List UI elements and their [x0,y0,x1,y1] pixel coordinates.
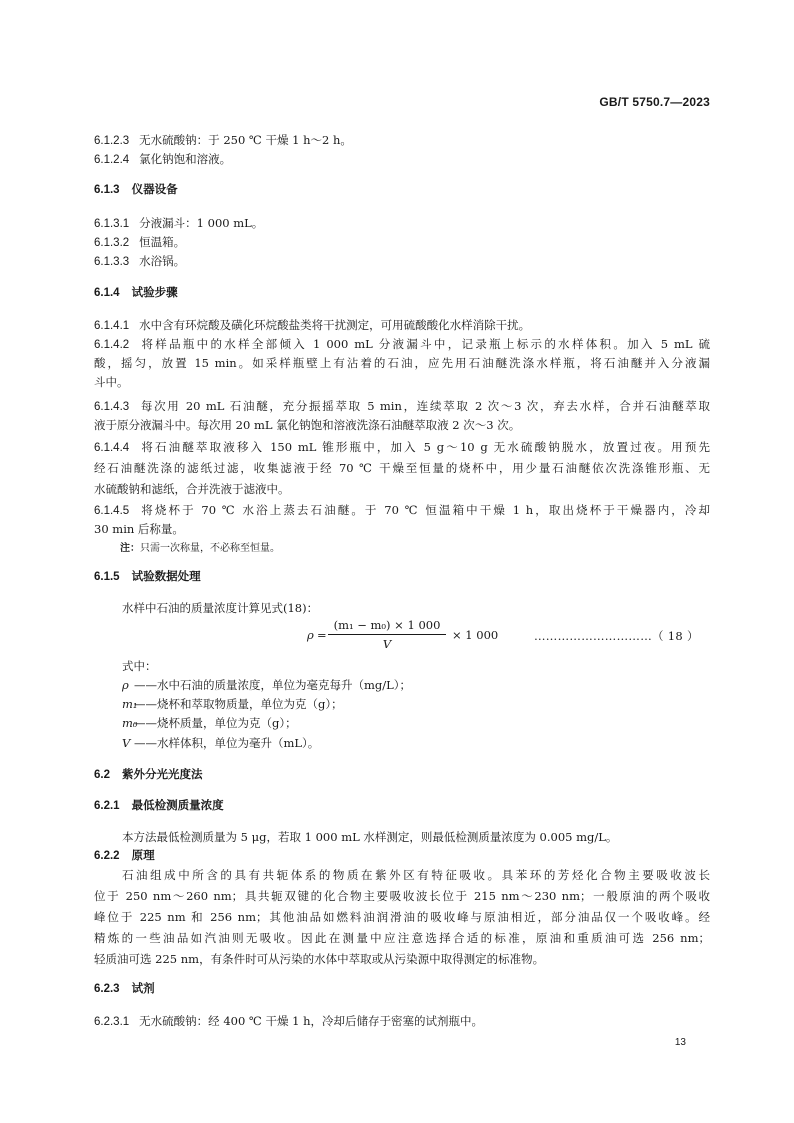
clause-text: 将石油醚萃取液移入 150 mL 锥形瓶中，加入 5 g～10 g 无水硫酸钠脱水，放置过夜。用预先 [139,440,710,454]
clause-text: 水中含有环烷酸及磺化环烷酸盐类将干扰测定，可用硫酸酸化水样消除干扰。 [139,318,531,332]
clause-number: 6.1.4.4 [94,442,130,454]
section-number: 6.1.3 [94,184,120,196]
clause-text: 无水硫酸钠：经 400 ℃ 干燥 1 h，冷却后储存于密塞的试剂瓶中。 [139,1014,483,1028]
clause-6-1-4-2-line-3: 斗中。 [94,375,129,389]
section-6-1-3-heading [94,183,710,197]
where-title: 式中： [122,659,157,673]
section-title: 仪器设备 [131,184,178,196]
clause-6-1-3-2 [94,235,710,250]
variable-description: ——烧杯质量，单位为克（g）； [134,716,297,730]
section-title: 最低检测质量浓度 [131,800,224,812]
clause-6-1-2-3 [94,133,710,148]
note-text: 只需一次称量，不必称至恒量。 [140,543,280,554]
section-number: 6.2.3 [94,983,120,995]
clause-text: 分液漏斗：1 000 mL。 [139,216,264,230]
section-6-2-heading [94,768,710,782]
variable-m1 [122,697,710,711]
clause-number: 6.1.2.3 [94,135,130,147]
section-title: 原理 [131,850,155,862]
paragraph-6-2-2-line-5: 轻质油可选 225 nm，有条件时可从污染的水体中萃取或从污染源中取得测定的标准物。 [94,952,545,966]
formula-multiplier: × 1 000 [452,628,499,642]
section-number: 6.2.2 [94,850,120,862]
section-6-1-5-heading [94,570,710,584]
clause-6-1-3-3 [94,254,710,269]
variable-symbol: m₁ [122,697,138,711]
formula-number: …………………………（ 18 ） [534,629,699,643]
clause-6-1-4-4-line-1 [94,440,710,455]
variable-description: ——水样体积，单位为毫升（mL）。 [134,736,320,750]
clause-6-1-4-5-line-1 [94,503,710,518]
standard-code: GB/T 5750.7—2023 [599,95,710,109]
clause-text: 水浴锅。 [139,254,186,268]
section-number: 6.2.1 [94,800,120,812]
section-number: 6.1.5 [94,571,120,583]
variable-v [122,736,710,750]
clause-number: 6.1.4.3 [94,401,130,413]
paragraph-6-2-2-line-2: 位于 250 nm～260 nm；具共轭双键的化合物主要吸收波长位于 215 nm～230 nm；一般原油的两个吸收 [94,889,710,903]
section-title: 试验步骤 [131,287,178,299]
clause-6-1-4-4-line-3: 水硫酸钠和滤纸，合并洗液于滤液中。 [94,482,290,496]
section-title: 试验数据处理 [131,571,201,583]
page-number: 13 [674,1037,686,1048]
clause-6-1-4-2-line-2: 酸，摇匀，放置 15 min。如采样瓶壁上有沾着的石油，应先用石油醚洗涤水样瓶，将石油醚并入分液漏 [94,356,710,370]
clause-6-1-4-3-line-1 [94,399,710,414]
section-number: 6.1.4 [94,287,120,299]
clause-6-1-2-4 [94,152,710,167]
clause-text: 每次用 20 mL 石油醚，充分振摇萃取 5 min，连续萃取 2 次～3 次，弃去水样，合并石油醚萃取 [139,399,710,413]
variable-description: ——烧杯和萃取物质量，单位为克（g）； [134,697,343,711]
note [120,542,710,556]
clause-number: 6.1.3.2 [94,237,130,249]
clause-6-1-3-1 [94,216,710,231]
variable-description: ——水中石油的质量浓度，单位为毫克每升（mg/L）； [134,678,412,692]
paragraph-6-2-1: 本方法最低检测质量为 5 μg，若取 1 000 mL 水样测定，则最低检测质量浓度为 0.005 mg/L。 [122,830,618,844]
section-6-2-3-heading [94,982,710,996]
paragraph-6-2-2-line-1: 石油组成中所含的具有共轭体系的物质在紫外区有特征吸收。具苯环的芳烃化合物主要吸收波长 [122,868,710,882]
clause-number: 6.1.3.1 [94,218,130,230]
formula-numerator: (m₁ − m₀) × 1 000 [333,618,441,632]
clause-6-1-4-4-line-2: 经石油醚洗涤的滤纸过滤，收集滤液于经 70 ℃ 干燥至恒量的烧杯中，用少量石油醚依次洗涤锥形瓶、无 [94,461,710,475]
variable-symbol: ρ [122,678,129,692]
formula-fraction [328,618,446,652]
paragraph-6-2-2-line-3: 峰位于 225 nm 和 256 nm；其他油品如燃料油润滑油的吸收峰与原油相近，部分油品仅一个吸收峰。经 [94,910,710,924]
section-6-2-1-heading [94,799,710,813]
variable-symbol: V [122,736,131,750]
clause-text: 将样品瓶中的水样全部倾入 1 000 mL 分液漏斗中，记录瓶上标示的水样体积。加入 5 mL 硫 [139,337,710,351]
section-6-1-4-heading [94,286,710,300]
clause-number: 6.1.4.2 [94,339,130,351]
fraction-bar [328,634,446,635]
clause-text: 无水硫酸钠：于 250 ℃ 干燥 1 h～2 h。 [139,133,352,147]
formula-18 [94,618,710,652]
clause-6-2-3-1 [94,1014,710,1029]
clause-text: 将烧杯于 70 ℃ 水浴上蒸去石油醚。于 70 ℃ 恒温箱中干燥 1 h，取出烧杯于干燥器内，冷却 [139,503,710,517]
section-number: 6.2 [94,769,110,781]
clause-text: 恒温箱。 [139,235,186,249]
formula-lhs: ρ [307,628,314,642]
paragraph-6-2-2-line-4: 精炼的一些油品如汽油则无吸收。因此在测量中应注意选择合适的标准，原油和重质油可选 256 nm； [94,931,710,945]
formula-denominator: V [382,637,392,651]
clause-text: 氯化钠饱和溶液。 [139,152,232,166]
variable-rho [122,678,710,692]
section-title: 试剂 [131,983,155,995]
clause-number: 6.1.3.3 [94,256,130,268]
clause-number: 6.1.4.5 [94,505,130,517]
clause-number: 6.2.3.1 [94,1016,130,1028]
section-title: 紫外分光光度法 [122,769,203,781]
variable-m0 [122,716,710,730]
clause-number: 6.1.2.4 [94,154,130,166]
clause-6-1-4-3-line-2: 液于原分液漏斗中。每次用 20 mL 氯化钠饱和溶液洗涤石油醚萃取液 2 次～3 次。 [94,418,521,432]
section-6-2-2-heading [94,849,710,863]
variable-symbol: m₀ [122,716,138,730]
clause-6-1-4-2-line-1 [94,337,710,352]
clause-6-1-4-5-line-2: 30 min 后称量。 [94,522,184,536]
clause-number: 6.1.4.1 [94,320,130,332]
formula-intro: 水样中石油的质量浓度计算见式(18)： [122,601,319,615]
clause-6-1-4-1 [94,318,710,333]
formula-equals: = [317,628,327,642]
note-label: 注： [120,543,140,554]
